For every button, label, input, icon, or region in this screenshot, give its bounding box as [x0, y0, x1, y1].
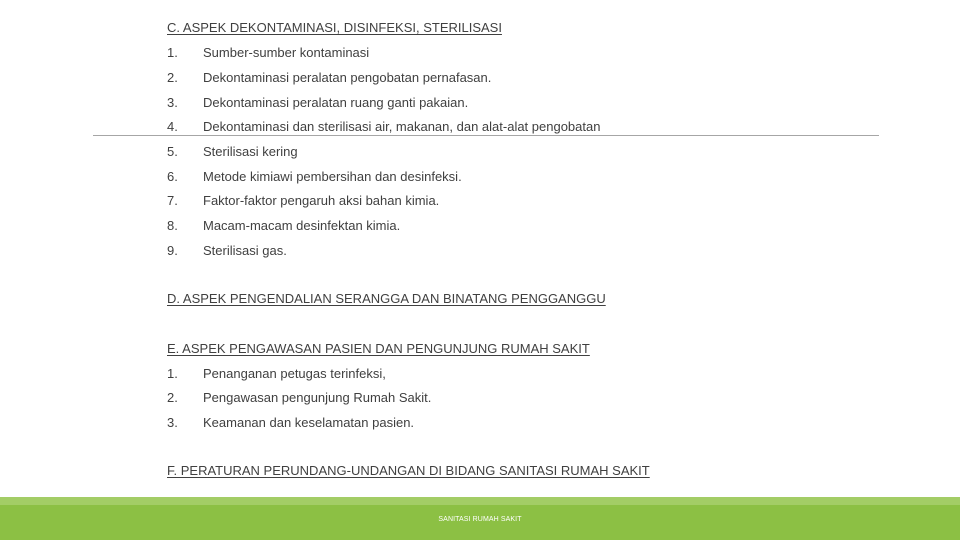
list-item-number: 1.	[167, 45, 178, 60]
footer-bar-highlight	[0, 497, 960, 505]
list-item-text: Macam-macam desinfektan kimia.	[203, 218, 401, 233]
list-item-text: Dekontaminasi peralatan ruang ganti pakaian.	[203, 95, 469, 110]
list-item-number: 2.	[167, 70, 178, 85]
list-item-number: 3.	[167, 95, 178, 110]
list-item-number: 9.	[167, 243, 178, 258]
list-item-text: Dekontaminasi dan sterilisasi air, makanan, dan alat-alat pengobatan	[203, 119, 601, 134]
list-item-number: 3.	[167, 415, 178, 430]
list-item-number: 2.	[167, 390, 178, 405]
divider-line	[93, 135, 879, 136]
section-c-heading: C. ASPEK DEKONTAMINASI, DISINFEKSI, STERILISASI	[167, 20, 502, 35]
list-item-text: Keamanan dan keselamatan pasien.	[203, 415, 415, 430]
footer-text: SANITASI RUMAH SAKIT	[438, 516, 522, 523]
list-item-number: 4.	[167, 119, 178, 134]
list-item-text: Penanganan petugas terinfeksi,	[203, 366, 386, 381]
list-item-text: Pengawasan pengunjung Rumah Sakit.	[203, 390, 432, 405]
list-item-text: Dekontaminasi peralatan pengobatan pernafasan.	[203, 70, 492, 85]
list-item-text: Sterilisasi kering	[203, 144, 298, 159]
list-item-number: 5.	[167, 144, 178, 159]
list-item-text: Faktor-faktor pengaruh aksi bahan kimia.	[203, 193, 440, 208]
section-d-heading: D. ASPEK PENGENDALIAN SERANGGA DAN BINATANG PENGGANGGU	[167, 291, 606, 306]
list-item-text: Metode kimiawi pembersihan dan desinfeksi.	[203, 169, 462, 184]
list-item-number: 1.	[167, 366, 178, 381]
section-e-heading: E. ASPEK PENGAWASAN PASIEN DAN PENGUNJUNG RUMAH SAKIT	[167, 341, 590, 356]
list-item-number: 8.	[167, 218, 178, 233]
section-f-heading: F. PERATURAN PERUNDANG-UNDANGAN DI BIDANG SANITASI RUMAH SAKIT	[167, 463, 650, 478]
list-item-text: Sterilisasi gas.	[203, 243, 287, 258]
list-item-text: Sumber-sumber kontaminasi	[203, 45, 370, 60]
list-item-number: 7.	[167, 193, 178, 208]
list-item-number: 6.	[167, 169, 178, 184]
